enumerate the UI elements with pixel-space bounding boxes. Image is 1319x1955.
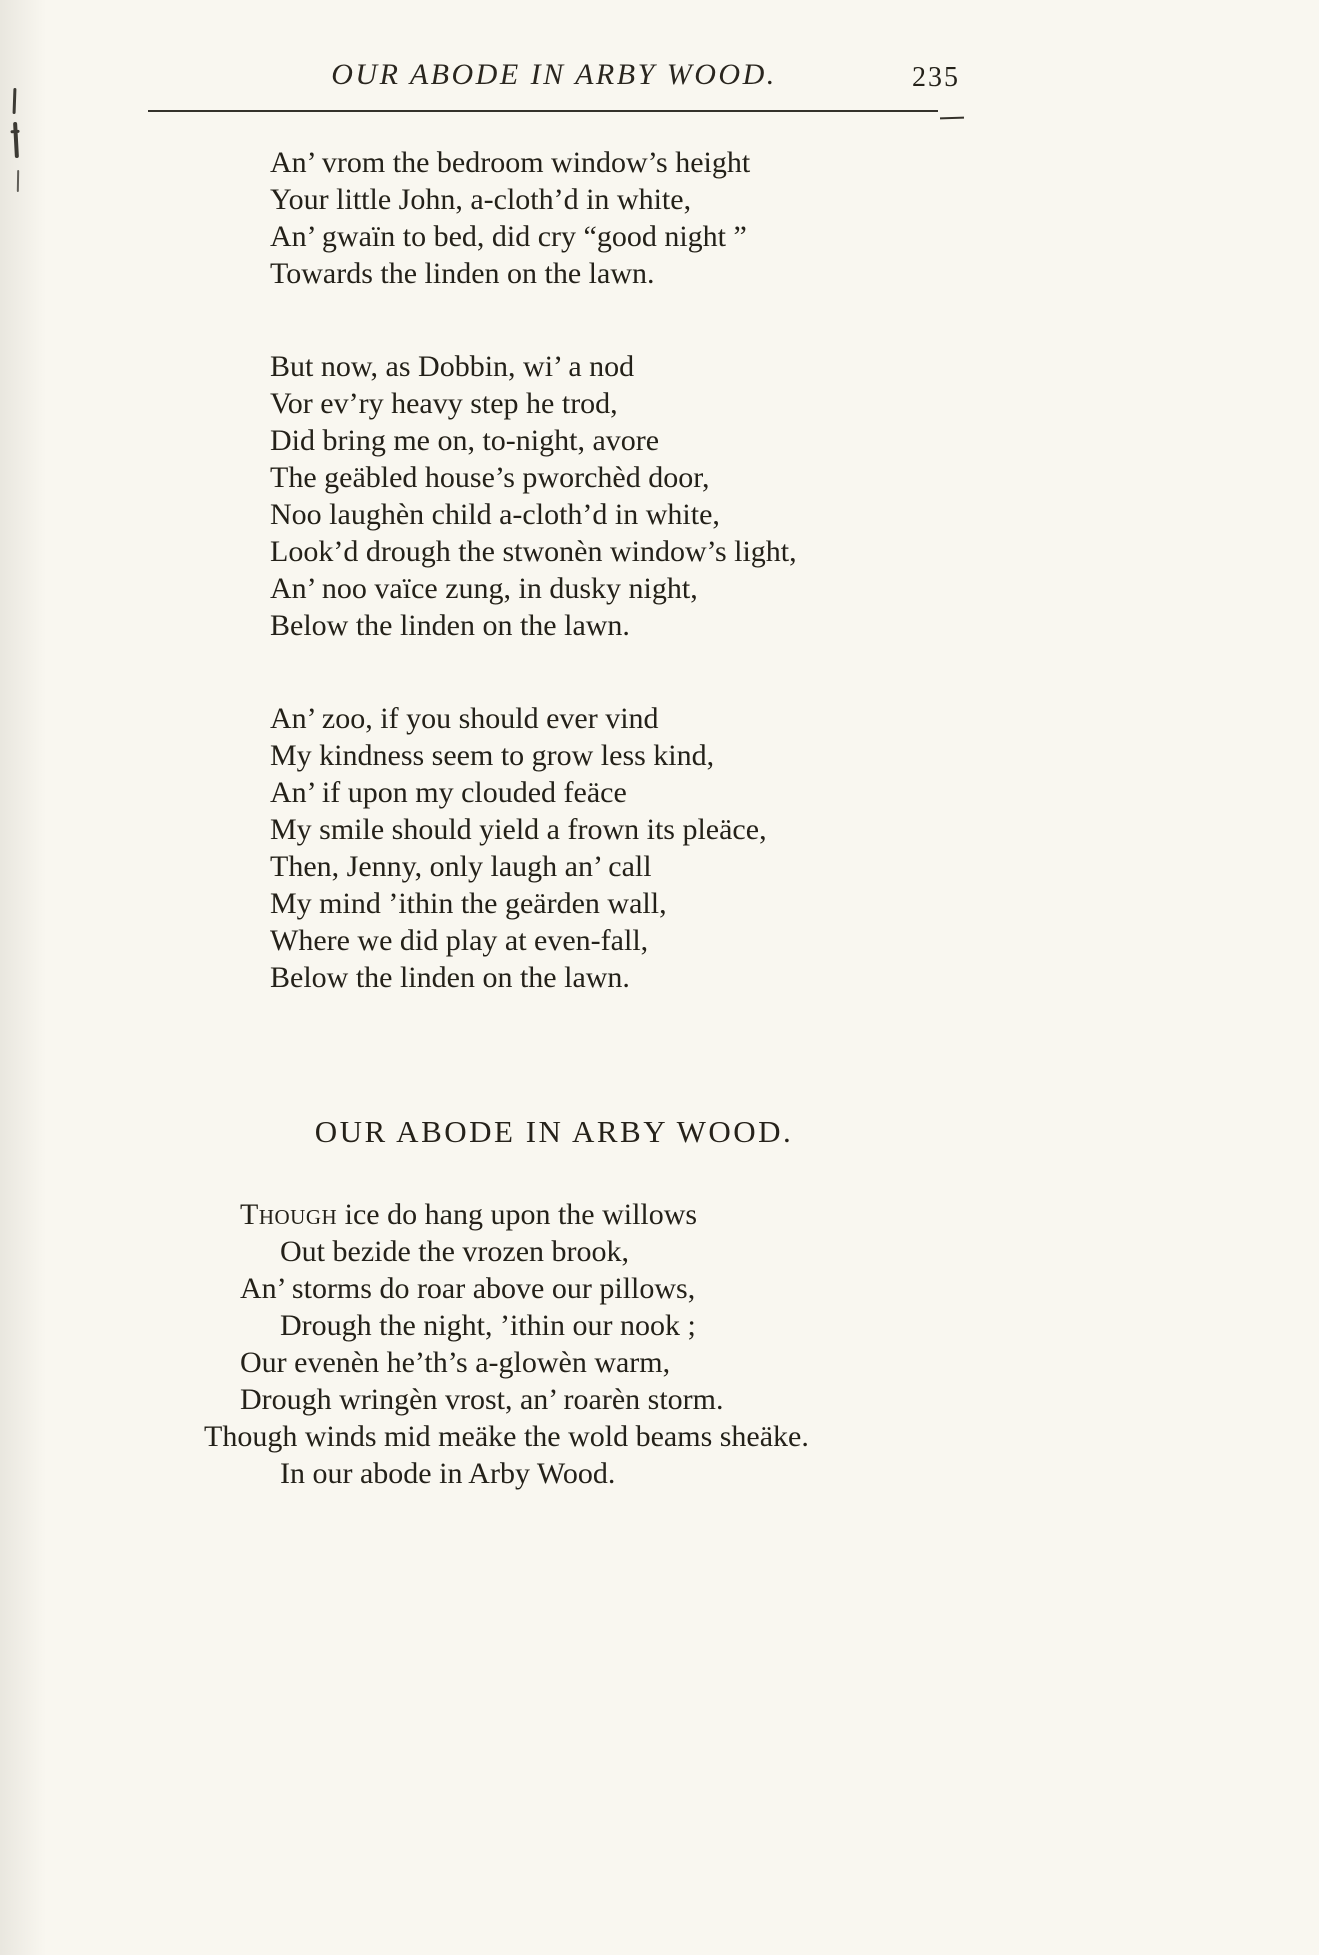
poem-line: Noo laughèn child a-cloth’d in white, — [270, 498, 720, 531]
header-rule — [148, 110, 938, 112]
arby-wood-poem — [148, 1196, 960, 1492]
stanza — [148, 348, 960, 644]
poem-line: Out bezide the vrozen brook, — [280, 1235, 630, 1268]
scan-artifact — [13, 88, 17, 114]
scan-artifact — [17, 170, 19, 192]
poem-line: My smile should yield a frown its pleäce, — [270, 813, 767, 846]
linden-poem — [148, 144, 960, 996]
poem-line: Then, Jenny, only laugh an’ call — [270, 850, 652, 883]
poem-line: Below the linden on the lawn. — [270, 609, 630, 642]
poem-line: An’ noo vaïce zung, in dusky night, — [270, 572, 698, 605]
poem-line: In our abode in Arby Wood. — [280, 1457, 616, 1490]
poem-line: Below the linden on the lawn. — [270, 961, 630, 994]
poem-line: My kindness seem to grow less kind, — [270, 739, 715, 772]
poem-line: An’ if upon my clouded feäce — [270, 776, 627, 809]
stanza — [148, 144, 960, 292]
poem-title: OUR ABODE IN ARBY WOOD. — [314, 1114, 794, 1149]
poem-line: Towards the linden on the lawn. — [270, 257, 655, 290]
poem-line: Drough the night, ’ithin our nook ; — [280, 1309, 696, 1342]
poem-line: But now, as Dobbin, wi’ a nod — [270, 350, 635, 383]
poem-line: Vor ev’ry heavy step he trod, — [270, 387, 618, 420]
poem-line: Drough wringèn vrost, an’ roarèn storm. — [240, 1383, 724, 1416]
poem-line — [240, 1196, 960, 1233]
poem-line: Though winds mid meäke the wold beams sheäke. — [204, 1420, 809, 1453]
poem-line: Did bring me on, to-night, avore — [270, 424, 660, 457]
page-number: 235 — [912, 62, 960, 93]
poem-line: An’ storms do roar above our pillows, — [240, 1272, 696, 1305]
page-header — [148, 58, 960, 100]
poem-line: Our evenèn he’th’s a-glowèn warm, — [240, 1346, 671, 1379]
stanza — [148, 700, 960, 996]
lead-word: Though — [240, 1198, 338, 1231]
poem-line: An’ gwaïn to bed, did cry “good night ” — [270, 220, 747, 253]
poem-line: An’ vrom the bedroom window’s height — [270, 146, 751, 179]
poem-line-text: ice do hang upon the willows — [337, 1198, 698, 1231]
text-block — [148, 0, 960, 1492]
stanza — [148, 1196, 960, 1492]
scan-artifact — [13, 122, 19, 158]
poem-line: My mind ’ithin the geärden wall, — [270, 887, 667, 920]
running-header-title: OUR ABODE IN ARBY WOOD. — [331, 58, 777, 91]
poem-line: Your little John, a-cloth’d in white, — [270, 183, 692, 216]
poem-line: An’ zoo, if you should ever vind — [270, 702, 659, 735]
poem-line: Look’d drough the stwonèn window’s light, — [270, 535, 797, 568]
poem-line: The geäbled house’s pworchèd door, — [270, 461, 710, 494]
poem-line: Where we did play at even-fall, — [270, 924, 649, 957]
